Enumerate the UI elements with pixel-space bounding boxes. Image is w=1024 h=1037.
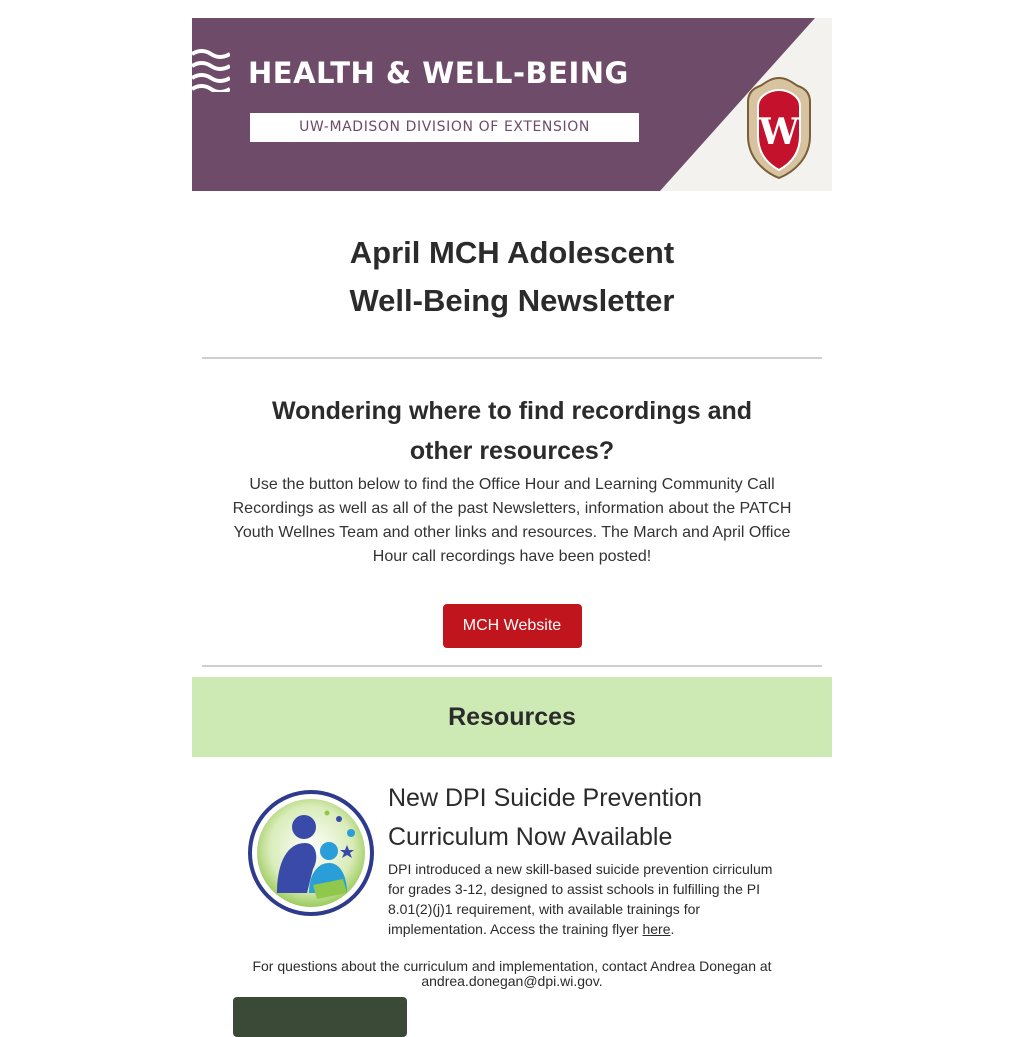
mch-website-button[interactable]: MCH Website xyxy=(443,604,582,648)
contact-text xyxy=(232,959,792,989)
divider xyxy=(202,665,822,667)
contact-line2: andrea.donegan@dpi.wi.gov. xyxy=(421,973,603,989)
recordings-heading xyxy=(192,391,832,471)
banner-title: HEALTH & WELL-BEING xyxy=(248,56,629,90)
contact-line1: For questions about the curriculum and implementation, contact Andrea Donegan at xyxy=(252,958,772,974)
newsletter-title xyxy=(192,229,832,325)
article-body-end: . xyxy=(670,921,675,937)
article-body xyxy=(388,859,788,939)
article-button[interactable] xyxy=(233,997,407,1037)
banner-corner-shape xyxy=(192,18,832,191)
dpi-logo-icon xyxy=(247,789,375,917)
dpi-article xyxy=(192,757,832,937)
newsletter-title-line2: Well-Being Newsletter xyxy=(349,283,675,318)
recordings-body: Use the button below to find the Office Hour and Learning Community Call Recordings as well as all of the past Newsletters, information about the PATCH Youth Wellnes Team and other links and resources. The March and April Office Hour call recordings have been posted! xyxy=(232,476,792,565)
newsletter-title-line1: April MCH Adolescent xyxy=(349,235,675,270)
article-title-line1: New DPI Suicide Prevention xyxy=(388,784,703,812)
training-flyer-link[interactable]: here xyxy=(642,921,671,937)
recordings-heading-line2: other resources? xyxy=(409,437,615,465)
article-title xyxy=(388,779,788,857)
newsletter-email xyxy=(192,18,832,989)
recordings-section xyxy=(192,391,832,648)
recordings-heading-line1: Wondering where to find recordings and xyxy=(271,397,753,425)
banner-subtitle: UW-MADISON DIVISION OF EXTENSION xyxy=(250,113,639,142)
crest-letter: W xyxy=(758,111,800,153)
divider xyxy=(202,357,822,359)
uw-crest-icon xyxy=(744,76,814,180)
waves-icon xyxy=(192,48,230,92)
article-body-text: DPI introduced a new skill-based suicide prevention cirriculum for grades 3-12, designed to assist schools in fulfilling the PI 8.01(2)(j)1 requirement, with available trainings for implementation. Access the training flyer xyxy=(388,861,773,937)
resources-heading: Resources xyxy=(192,677,832,757)
header-banner xyxy=(192,18,832,191)
article-title-line2: Curriculum Now Available xyxy=(388,823,673,851)
